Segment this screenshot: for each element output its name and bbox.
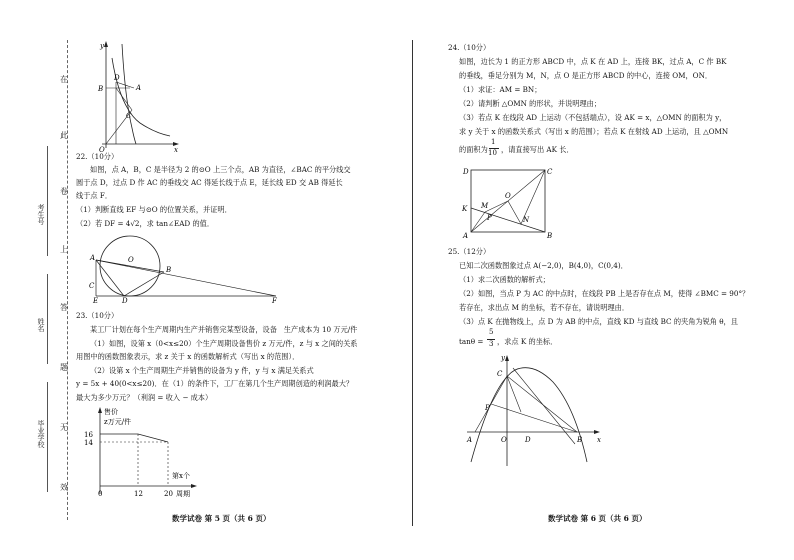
point-label: O bbox=[501, 436, 507, 444]
field-line bbox=[47, 382, 48, 492]
point-label: C bbox=[89, 282, 95, 290]
point-label: P bbox=[485, 404, 490, 412]
point-label: A bbox=[463, 232, 469, 238]
chart-ylabel: z万元/件 bbox=[104, 418, 132, 426]
hyperbola-figure bbox=[90, 38, 180, 154]
chart-xlabel: 第x个 bbox=[172, 472, 190, 480]
point-label: B bbox=[547, 232, 553, 238]
q22-line: （1）判断直线 EF 与⊙O 的位置关系，并证明． bbox=[76, 205, 232, 214]
point-label: A bbox=[467, 436, 473, 444]
q25-line: 若存在，求出点 M 的坐标，若不存在，请说明理由． bbox=[459, 303, 630, 312]
q23-line: 最大为多少万元？（利润 = 收入 − 成本） bbox=[76, 393, 213, 402]
chart-tick: 0 bbox=[98, 490, 103, 498]
q24-line: （2）请判断 △OMN 的形状，并说明理由； bbox=[459, 99, 602, 108]
axis-label: y bbox=[100, 42, 104, 50]
q24-heading: 24.（10分） bbox=[448, 43, 491, 52]
q22-line: 如图，点 A，B，C 是半径为 2 的⊙O 上三个点，AB 为直径，∠BAC 的平分线交 bbox=[90, 165, 351, 174]
point-label: M bbox=[481, 202, 489, 210]
q23-line: 用图中的函数图象表示，求 z 关于 x 的函数解析式（写出 x 的范围）． bbox=[76, 352, 300, 361]
axis-label: x bbox=[174, 146, 178, 154]
fraction-numerator: 5 bbox=[489, 328, 494, 336]
point-label: B bbox=[577, 436, 583, 444]
q24-line: （3）若点 K 在线段 AD 上运动（不包括端点），设 AK = x，△OMN 的面积为 y， bbox=[459, 113, 727, 122]
fraction-denominator: 10 bbox=[488, 149, 497, 157]
chart-tick: 20 bbox=[164, 490, 173, 498]
q24-line: 的垂线，垂足分别为 M，N，点 O 是正方形 ABCD 的中心，连接 OM，ON． bbox=[459, 71, 713, 80]
page-5 bbox=[60, 0, 400, 560]
q25-line: 已知二次函数图象过点 A(−2,0)，B(4,0)，C(0,4)． bbox=[459, 261, 628, 270]
q22-heading: 22.（10分） bbox=[76, 152, 119, 161]
field-label-exam-number: 考生号 bbox=[37, 204, 45, 225]
point-label: C bbox=[126, 112, 132, 120]
fraction-numerator: 1 bbox=[491, 138, 496, 146]
point-label: B bbox=[166, 266, 172, 274]
point-label: A bbox=[136, 84, 142, 92]
axis-label: x bbox=[597, 436, 601, 444]
q23-line: （1）如图，设第 x（0<x≤20）个生产周期设备售价 z 万元/件，z 与 x 之间的关系 bbox=[90, 339, 358, 348]
seal-char: 答 bbox=[60, 303, 68, 312]
page-footer: 数学试卷 第 5 页（共 6 页） bbox=[172, 514, 271, 523]
seal-char: 在 bbox=[60, 75, 68, 84]
seal-char: 上 bbox=[60, 245, 68, 254]
q24-line: 如图，边长为 1 的正方形 ABCD 中，点 K 在 AD 上，连接 BK，过点 A，C 作 BK bbox=[459, 57, 727, 66]
q25-line: ，求点 K 的坐标． bbox=[497, 337, 558, 346]
point-label: A bbox=[90, 254, 96, 262]
chart-ylabel: 售价 bbox=[104, 408, 118, 416]
square-figure bbox=[461, 162, 561, 238]
q25-line: tanθ = bbox=[459, 337, 484, 346]
q23-heading: 23.（10分） bbox=[76, 311, 119, 320]
field-line bbox=[47, 274, 48, 364]
parabola-figure bbox=[463, 352, 603, 470]
point-label: N bbox=[523, 216, 530, 224]
chart-tick: 14 bbox=[84, 439, 93, 447]
circle-figure bbox=[88, 232, 288, 304]
chart-tick: 16 bbox=[84, 431, 93, 439]
point-label: C bbox=[547, 168, 553, 176]
point-label: D bbox=[463, 168, 469, 176]
q22-line: 线于点 F． bbox=[76, 191, 113, 200]
q22-line: 圆于点 D，过点 D 作 AC 的垂线交 AC 得延长线于点 E，延长线 ED 交 AB 得延长 bbox=[76, 178, 343, 187]
q24-line: ，请直接写出 AK 长． bbox=[501, 145, 574, 154]
q23-line: y = 5x + 40(0<x≤20)．在（1）的条件下，工厂在第几个生产周期创造的利润最大？ bbox=[76, 379, 354, 388]
seal-char: 效 bbox=[60, 483, 68, 492]
q23-line: （2）设第 x 个生产周期生产并销售的设备为 y 件，y 与 x 满足关系式 bbox=[90, 366, 314, 375]
q25-line: （1）求二次函数的解析式； bbox=[459, 275, 550, 284]
q25-line: （3）点 K 在抛物线上，点 D 为 AB 的中点，直线 KD 与直线 BC 的夹角为锐角 θ，且 bbox=[459, 317, 738, 326]
field-line bbox=[47, 146, 48, 256]
axis-label: y bbox=[501, 354, 505, 362]
point-label: O bbox=[99, 146, 105, 154]
field-label-name: 姓名 bbox=[37, 318, 45, 332]
point-label: P bbox=[487, 214, 492, 222]
point-label: O bbox=[128, 256, 134, 264]
point-label: D bbox=[122, 297, 128, 304]
point-label: B bbox=[98, 85, 104, 93]
seal-char: 题 bbox=[60, 363, 68, 372]
q24-line: 的面积为 bbox=[459, 145, 488, 154]
seal-char: 无 bbox=[60, 423, 68, 432]
chart-xlabel: 周期 bbox=[176, 490, 190, 498]
fraction-denominator: 3 bbox=[489, 340, 494, 348]
point-label: C bbox=[497, 370, 503, 378]
page-6 bbox=[415, 0, 794, 560]
field-label-school: 毕业学校 bbox=[37, 420, 45, 448]
point-label: D bbox=[114, 74, 120, 82]
point-label: D bbox=[525, 436, 531, 444]
point-label: E bbox=[93, 297, 99, 304]
point-label: F bbox=[272, 297, 277, 304]
page-divider bbox=[412, 40, 413, 526]
q23-line: 某工厂计划在每个生产周期内生产并销售完某型设备，设备 生产成本为 10 万元/件 bbox=[90, 325, 358, 334]
page-footer: 数学试卷 第 6 页（共 6 页） bbox=[548, 514, 647, 523]
point-label: K bbox=[462, 205, 468, 213]
seal-char: 卷 bbox=[60, 187, 68, 196]
price-chart bbox=[78, 404, 228, 500]
chart-tick: 12 bbox=[134, 490, 143, 498]
q24-line: 求 y 关于 x 的函数关系式（写出 x 的范围）；若点 K 在射线 AD 上运动，且 △OMN bbox=[459, 127, 729, 136]
seal-char: 此 bbox=[60, 131, 68, 140]
point-label: O bbox=[505, 192, 511, 200]
q22-line: （2）若 DF = 4√2，求 tan∠EAD 的值． bbox=[76, 219, 215, 228]
q24-line: （1）求证：AM = BN； bbox=[459, 85, 542, 94]
q25-heading: 25.（12分） bbox=[448, 247, 491, 256]
q25-line: （2）如图，当点 P 为 AC 的中点时，在线段 PB 上是否存在点 M，使得 ∠BMC = 90°？ bbox=[459, 289, 750, 298]
